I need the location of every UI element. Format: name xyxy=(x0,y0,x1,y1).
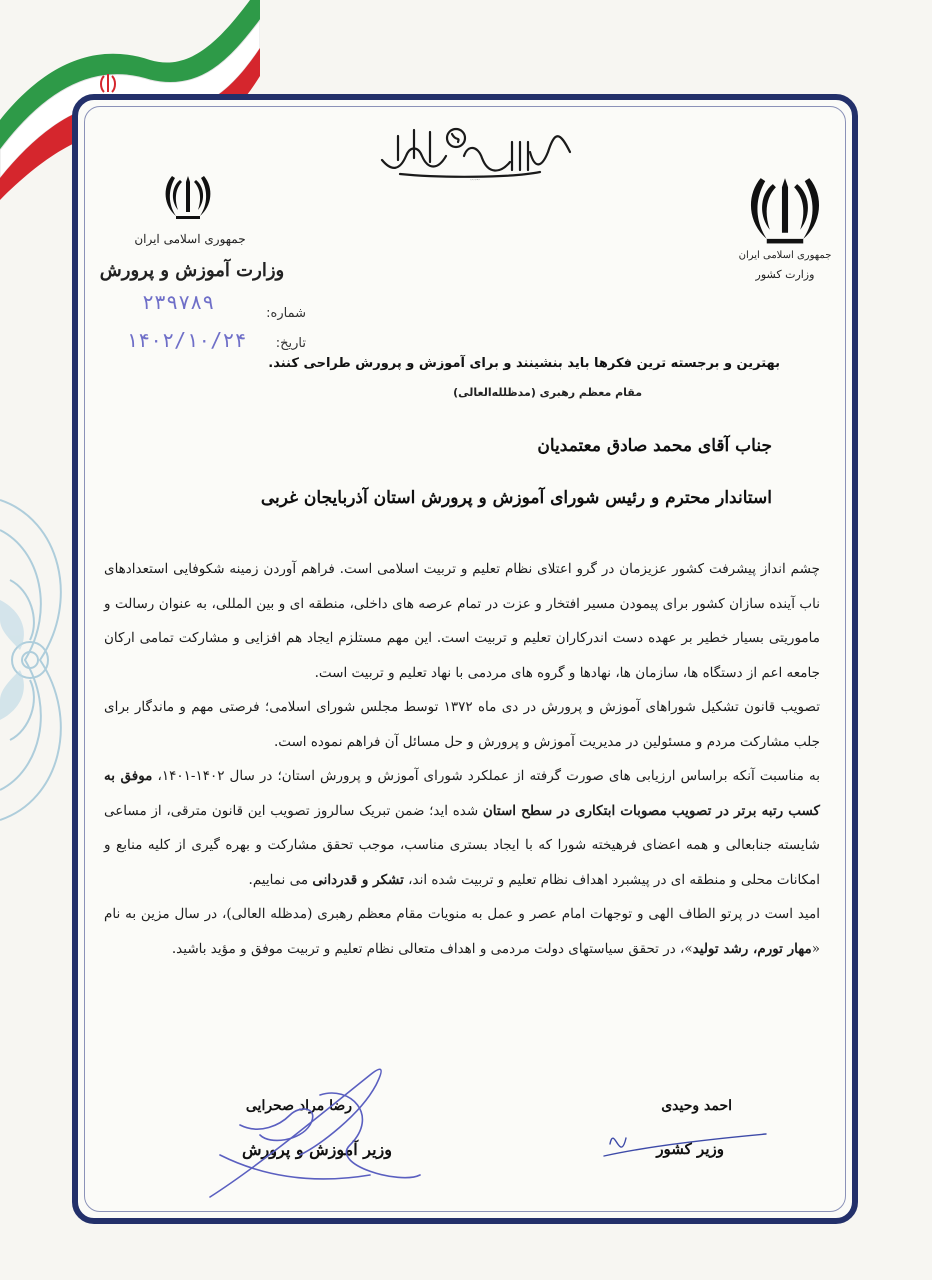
left-emblem-line2: وزارت آموزش و پرورش xyxy=(99,260,285,281)
leader-quote-source: مقام معظم رهبری (مدظلله‌العالی) xyxy=(453,386,642,399)
right-emblem-line1: جمهوری اسلامی ایران xyxy=(738,250,832,261)
body-p3-highlight-2: تشکر و قدردانی xyxy=(312,871,404,888)
letter-body xyxy=(104,552,820,966)
left-emblem-line1: جمهوری اسلامی ایران xyxy=(134,232,246,246)
right-signature-scribble xyxy=(600,1120,770,1170)
body-paragraph-4 xyxy=(104,897,820,966)
basmala-text: بسم الله الرحمن الرحیم xyxy=(469,180,481,181)
date-value: ۱۴۰۲/۱۰/۲۴ xyxy=(126,328,247,352)
body-p4-highlight: مهار تورم، رشد تولید xyxy=(692,940,812,957)
leader-quote: بهترین و برجسته ترین فکرها باید بنشینند و برای آموزش و پرورش طراحی کنند. xyxy=(268,356,780,371)
right-emblem-line2: وزارت کشور xyxy=(755,268,815,281)
number-value: ۲۳۹۷۸۹ xyxy=(142,290,215,314)
left-signature-scribble xyxy=(200,1055,430,1205)
iran-emblem-icon xyxy=(742,172,828,248)
body-p3-part-b: شده اید؛ ضمن تبریک سالروز تصویب این قانون مترقی، از مساعی شایسته جنابعالی و همه اعضای فرهیخته شورا که با ایجاد بستری مناسب، موجب تحقق مشارکت و بهره گیری از کلیه منابع و امکانات محلی و منطقه ای در پیشبرد اهداف نظام تعلیم و تربیت شده اند، xyxy=(104,802,820,888)
body-p4-part-b: »، در تحقق سیاستهای دولت مردمی و اهداف متعالی نظام تعلیم و تربیت موفق و مؤید باشید. xyxy=(171,940,693,957)
body-p3-part-a: به مناسبت آنکه براساس ارزیابی های صورت گرفته از عملکرد شورای آموزش و پرورش استان؛ در سال ۱۴۰۲-۱۴۰۱، xyxy=(157,768,820,784)
iran-emblem-icon xyxy=(162,172,214,222)
right-signatory-title: وزیر کشور xyxy=(656,1140,724,1158)
interior-emblem xyxy=(742,172,828,248)
left-signatory-title: وزیر آموزش و پرورش xyxy=(242,1140,392,1159)
body-paragraph-2: تصویب قانون تشکیل شوراهای آموزش و پرورش در دی ماه ۱۳۷۲ توسط مجلس شورای اسلامی؛ فرصتی مهم و ماندگار برای جلب مشارکت مردم و مسئولین در مدیریت آموزش و پرورش و حل مسائل آن فراهم نموده است. xyxy=(104,699,820,750)
body-p4-part-a: امید است در پرتو الطاف الهی و توجهات امام عصر و عمل به منویات مقام معظم رهبری (مدظله العالی)، در سال مزین به نام « xyxy=(104,906,820,957)
body-paragraph-3 xyxy=(104,759,820,897)
body-paragraph-1: چشم انداز پیشرفت کشور عزیزمان در گرو اعتلای نظام تعلیم و تربیت اسلامی است. فراهم آوردن زمینه شکوفایی استعدادهای ناب آینده سازان کشور برای پیمودن مسیر افتخار و عزت در تمام عرصه های داخلی، منطقه ای و بین المللی، به عنوان رسالت و ماموریتی بسیار خطیر بر عهده دست اندرکاران تعلیم و تربیت است. این مهم مستلزم ایجاد هم افزایی و مشارکت تمامی ارکان جامعه اعم از دستگاه ها، سازمان ها، نهادها و گروه های مردمی با نهاد تعلیم و تربیت است. xyxy=(104,561,820,681)
education-emblem xyxy=(162,172,214,222)
date-label: تاریخ: xyxy=(275,336,306,351)
body-p3-highlight-1: موفق به کسب رتبه برتر در تصویب مصوبات ابتکاری در سطح استان xyxy=(104,768,820,819)
addressee-title: استاندار محترم و رئیس شورای آموزش و پرورش استان آذربایجان غربی xyxy=(260,488,772,508)
body-p3-part-c: می نماییم. xyxy=(248,871,309,888)
addressee-name: جناب آقای محمد صادق معتمدیان xyxy=(537,436,772,456)
right-signatory-name: احمد وحیدی xyxy=(661,1098,732,1114)
number-label: شماره: xyxy=(266,306,306,321)
left-signatory-name: رضا مراد صحرایی xyxy=(245,1098,352,1114)
basmala-calligraphy xyxy=(370,112,580,182)
